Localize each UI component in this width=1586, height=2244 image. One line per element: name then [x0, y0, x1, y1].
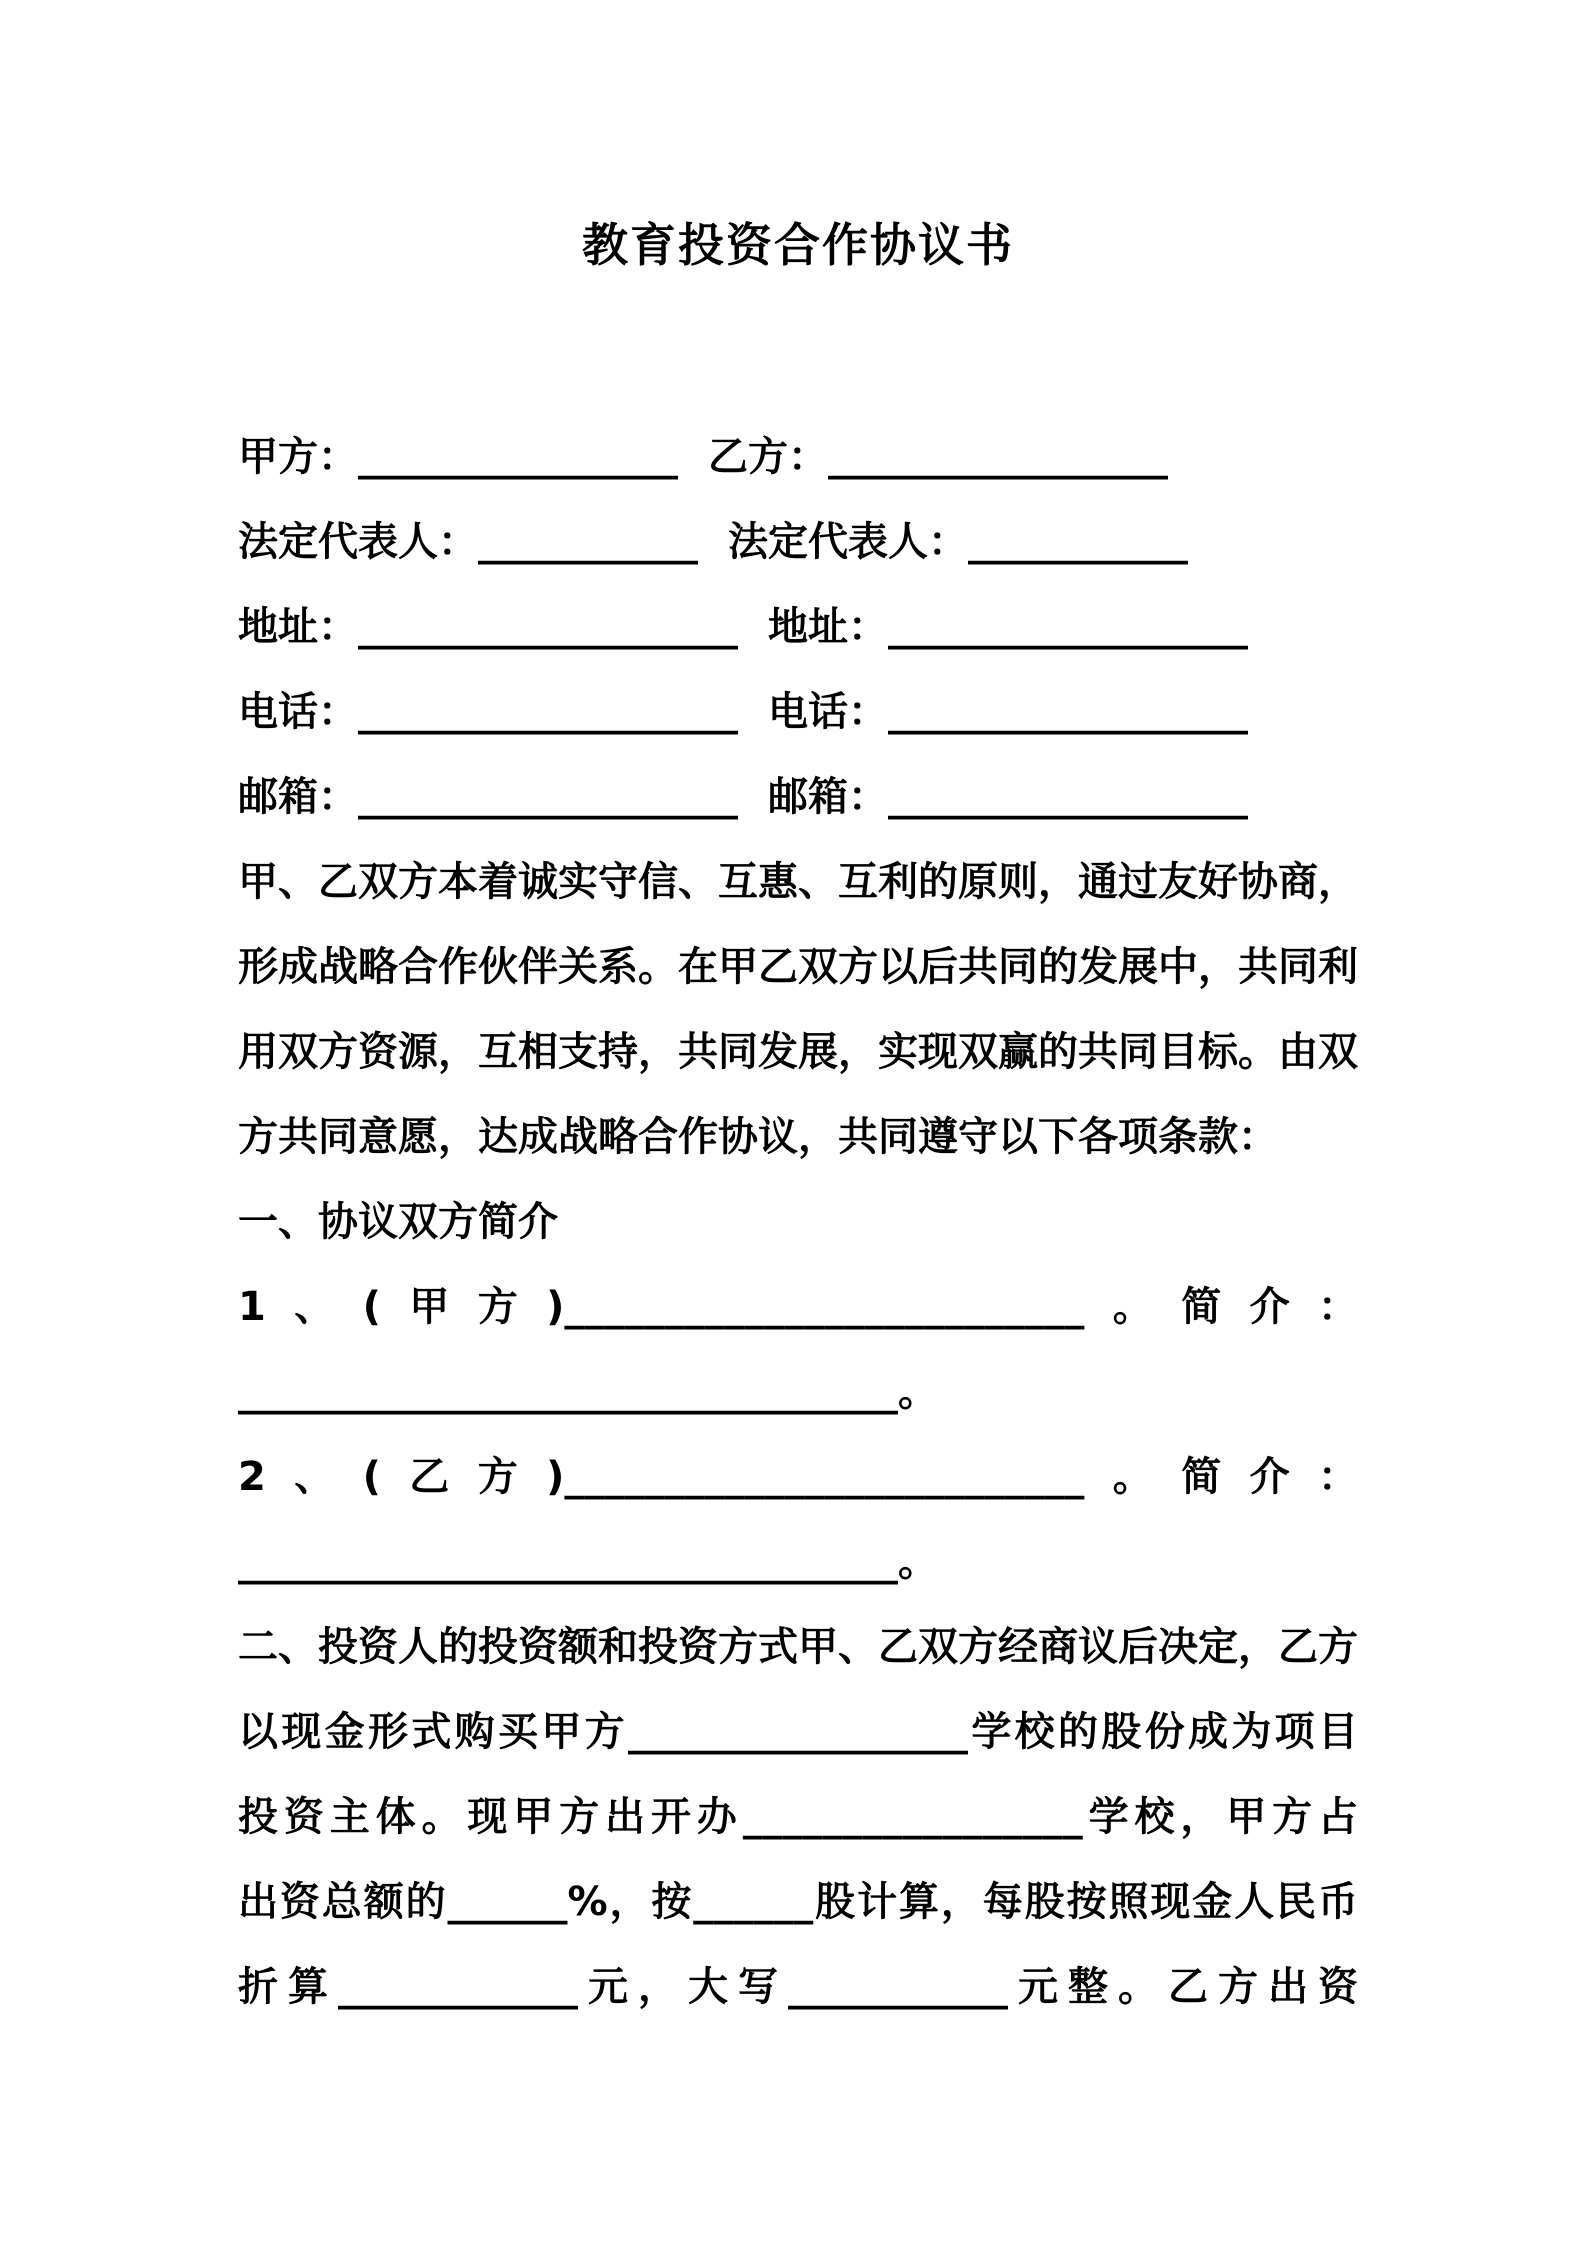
party-b-label: 乙方：: [708, 434, 828, 480]
contract-title: 教育投资合作协议书: [582, 218, 1014, 272]
party-row-name: [238, 415, 1358, 500]
party-info-section: [238, 415, 1358, 840]
preamble-line: 甲、乙双方本着诚实守信、互惠、互利的原则，通过友好协商，: [238, 859, 1358, 905]
phone-b-blank: __________________: [888, 689, 1248, 735]
party-a-label: 甲方：: [238, 434, 358, 480]
party-b-intro-blank-line: _________________________________。: [238, 1539, 938, 1585]
section-2-line: 以现金形式购买甲方_________________学校的股份成为项目: [238, 1709, 1358, 1755]
section-1-parties-intro: [238, 1180, 1358, 1605]
party-row-email: [238, 755, 1358, 840]
section-1-heading: 一、协议双方简介: [238, 1199, 558, 1245]
section-2-line: 投资主体。现甲方出开办_________________学校，甲方占: [238, 1794, 1358, 1840]
party-a-blank: ________________: [358, 434, 678, 480]
party-row-phone: [238, 670, 1358, 755]
legal-rep-a-blank: ___________: [478, 519, 698, 565]
section-2-line: 二、投资人的投资额和投资方式甲、乙双方经商议后决定，乙方: [238, 1624, 1358, 1670]
party-b-intro-line: 2、(乙方)__________________________。简介：: [238, 1454, 1358, 1500]
document-page: [238, 0, 1358, 2030]
phone-a-blank: ___________________: [358, 689, 738, 735]
phone-a-label: 电话：: [238, 689, 358, 735]
party-a-intro-line: 1、(甲方)__________________________。简介：: [238, 1284, 1358, 1330]
preamble-line: 形成战略合作伙伴关系。在甲乙双方以后共同的发展中，共同利: [238, 944, 1358, 990]
email-b-blank: __________________: [888, 774, 1248, 820]
preamble-line: 方共同意愿，达成战略合作协议，共同遵守以下各项条款：: [238, 1114, 1278, 1160]
party-b-blank: _________________: [828, 434, 1168, 480]
phone-b-label: 电话：: [768, 689, 888, 735]
legal-rep-a-label: 法定代表人：: [238, 519, 478, 565]
email-a-blank: ___________________: [358, 774, 738, 820]
legal-rep-b-blank: ___________: [968, 519, 1188, 565]
section-2-line: 出资总额的______%，按______股计算，每股按照现金人民币: [238, 1879, 1358, 1925]
party-row-address: [238, 585, 1358, 670]
address-a-label: 地址：: [238, 604, 358, 650]
email-a-label: 邮箱：: [238, 774, 358, 820]
email-b-label: 邮箱：: [768, 774, 888, 820]
party-a-intro-blank-line: _________________________________。: [238, 1369, 938, 1415]
preamble-section: [238, 840, 1358, 1180]
legal-rep-b-label: 法定代表人：: [728, 519, 968, 565]
party-row-legal-rep: [238, 500, 1358, 585]
address-b-blank: __________________: [888, 604, 1248, 650]
preamble-line: 用双方资源，互相支持，共同发展，实现双赢的共同目标。由双: [238, 1029, 1358, 1075]
address-b-label: 地址：: [768, 604, 888, 650]
address-a-blank: ___________________: [358, 604, 738, 650]
section-2-investment: [238, 1605, 1358, 2030]
section-2-line: 折算____________元，大写___________元整。乙方出资: [238, 1964, 1358, 2010]
